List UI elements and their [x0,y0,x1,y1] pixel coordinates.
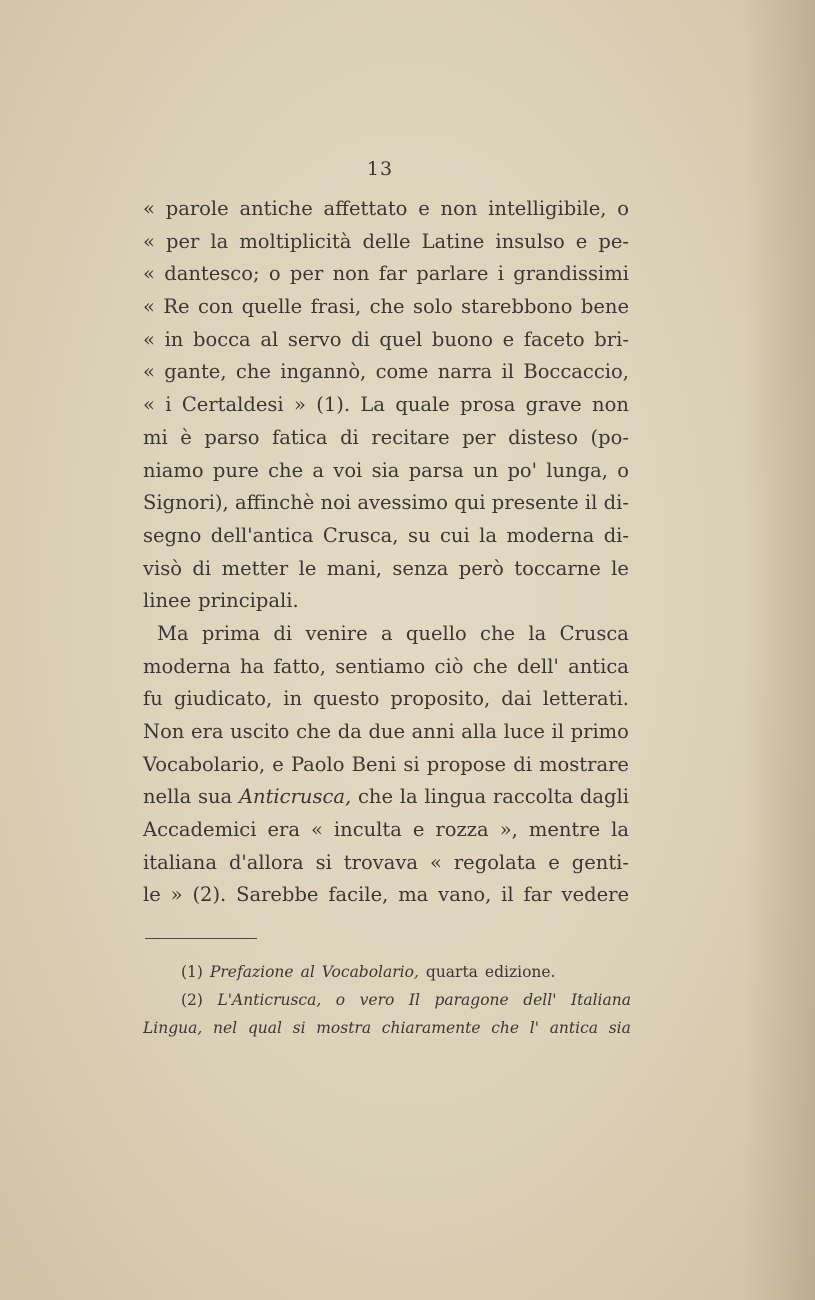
text-line: Accademici era « inculta e rozza », mentre la [143,818,629,842]
text-line: « parole antiche affettato e non intelligibile, o [143,197,629,220]
footnotes [143,958,631,1042]
text-line: mi è parso fatica di recitare per disteso (po- [143,425,629,449]
footnote-rule [145,938,257,939]
text-line: visò di metter le mani, senza però toccarne le [143,556,629,580]
text-line: segno dell'antica Crusca, su cui la moderna di- [143,523,629,547]
body-text [143,193,629,912]
footnote-line: Lingua, nel qual si mostra chiaramente che l' antica sia [143,1019,631,1037]
footnote-line: (1) Prefazione al Vocabolario, quarta edizione. [181,963,556,981]
text-line: « per la moltiplicità delle Latine insulso e pe- [143,229,629,253]
text-line: italiana d'allora si trovava « regolata e genti- [143,850,629,874]
page-number: 13 [366,158,394,180]
text-line: Ma prima di venire a quello che la Crusca [157,621,629,645]
text-line: niamo pure che a voi sia parsa un po' lunga, o [143,458,629,482]
text-line: « in bocca al servo di quel buono e faceto bri- [143,327,629,351]
text-line: « Re con quelle frasi, che solo starebbono bene [143,295,629,319]
text-line: Signori), affinchè noi avessimo qui presente il di- [143,491,629,515]
text-line: « dantesco; o per non far parlare i grandissimi [143,262,629,286]
text-line: « i Certaldesi » (1). La quale prosa grave non [143,393,629,417]
text-line: linee principali. [143,589,299,613]
text-line: Non era uscito che da due anni alla luce il primo [143,720,629,743]
text-line: Vocabolario, e Paolo Beni si propose di mostrare [143,752,629,776]
footnote-line: (2) L'Anticrusca, o vero Il paragone dell' Italiana [181,991,631,1009]
text-line: moderna ha fatto, sentiamo ciò che dell' antica [143,654,629,678]
text-line: nella sua Anticrusca, che la lingua raccolta dagli [143,785,629,809]
text-line: « gante, che ingannò, come narra il Boccaccio, [143,360,629,384]
text-line: fu giudicato, in questo proposito, dai letterati. [143,687,629,711]
page-edge-shadow [745,0,815,1300]
text-line: le » (2). Sarebbe facile, ma vano, il far vedere [143,883,629,907]
